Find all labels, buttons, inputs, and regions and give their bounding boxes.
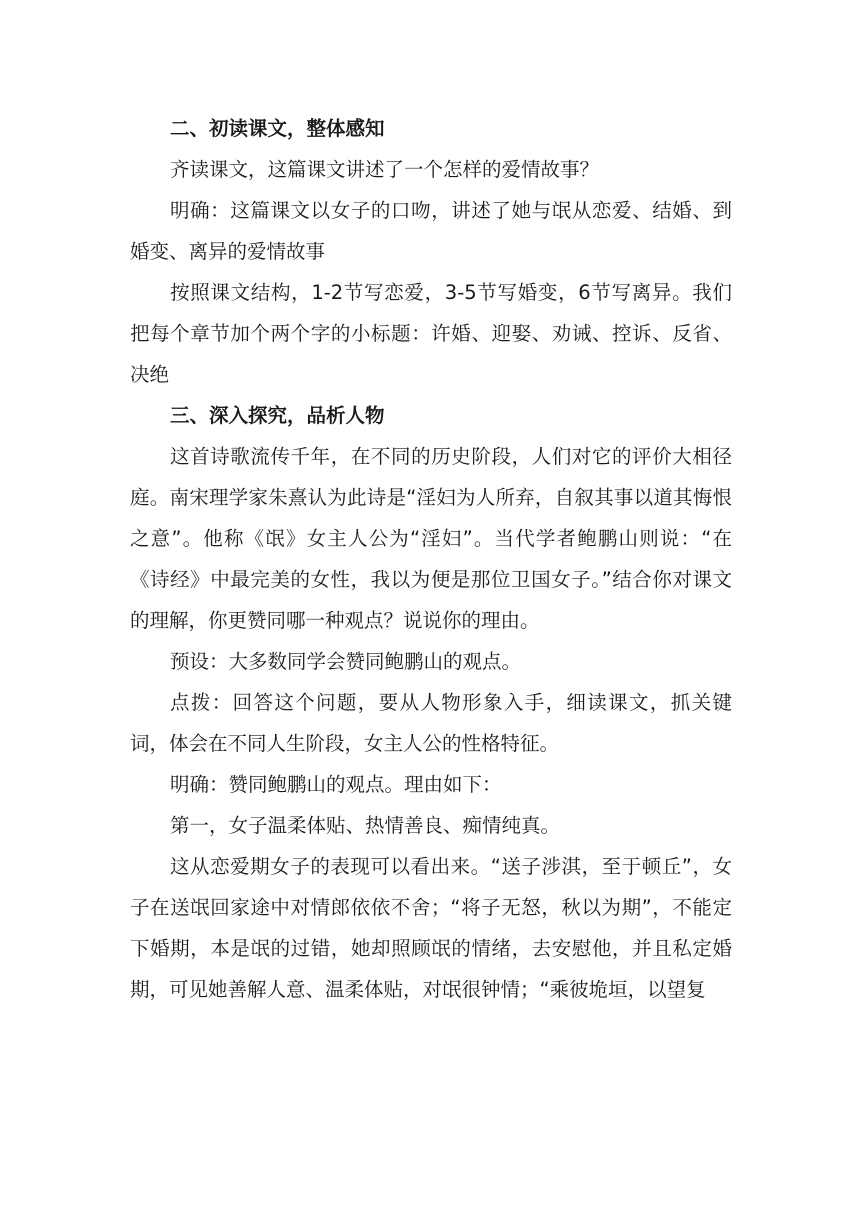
paragraph-evidence: 这从恋爱期女子的表现可以看出来。“送子涉淇，至于顿丘”，女子在送氓回家途中对情郎依依不舍；“将子无怒，秋以为期”，不能定下婚期，本是氓的过错，她却照顾氓的情绪，去安慰他，并且私定婚期，可见她善解人意、温柔体贴，对氓很钟情；“乘彼垝垣，以望复: [130, 855, 732, 1001]
paragraph-clarify: 明确：赞同鲍鹏山的观点。理由如下：: [170, 773, 502, 796]
paragraph-answer: 明确：这篇课文以女子的口吻，讲述了她与氓从恋爱、结婚、到婚变、离异的爱情故事: [130, 199, 732, 263]
document-page: [130, 108, 732, 1010]
paragraph-preset: 预设：大多数同学会赞同鲍鹏山的观点。: [170, 650, 522, 673]
paragraph-discussion: 这首诗歌流传千年，在不同的历史阶段，人们对它的评价大相径庭。南宋理学家朱熹认为此诗是“淫妇为人所弃，自叙其事以道其悔恨之意”。他称《氓》女主人公为“淫妇”。当代学者鲍鹏山则说：“在《诗经》中最完美的女性，我以为便是那位卫国女子。”结合你对课文的理解，你更赞同哪一种观点？说说你的理由。: [130, 445, 732, 632]
paragraph-question: 齐读课文，这篇课文讲述了一个怎样的爱情故事？: [170, 158, 600, 181]
paragraph-structure: 按照课文结构，1-2节写恋爱，3-5节写婚变，6节写离异。我们把每个章节加个两个字的小标题：许婚、迎娶、劝诫、控诉、反省、决绝: [130, 281, 732, 386]
section-heading-2: 二、初读课文，整体感知: [170, 117, 385, 140]
paragraph-hint: 点拨：回答这个问题，要从人物形象入手，细读课文，抓关键词，体会在不同人生阶段，女主人公的性格特征。: [130, 691, 732, 755]
section-heading-3: 三、深入探究，品析人物: [170, 404, 385, 427]
paragraph-reason-1: 第一，女子温柔体贴、热情善良、痴情纯真。: [170, 814, 561, 837]
